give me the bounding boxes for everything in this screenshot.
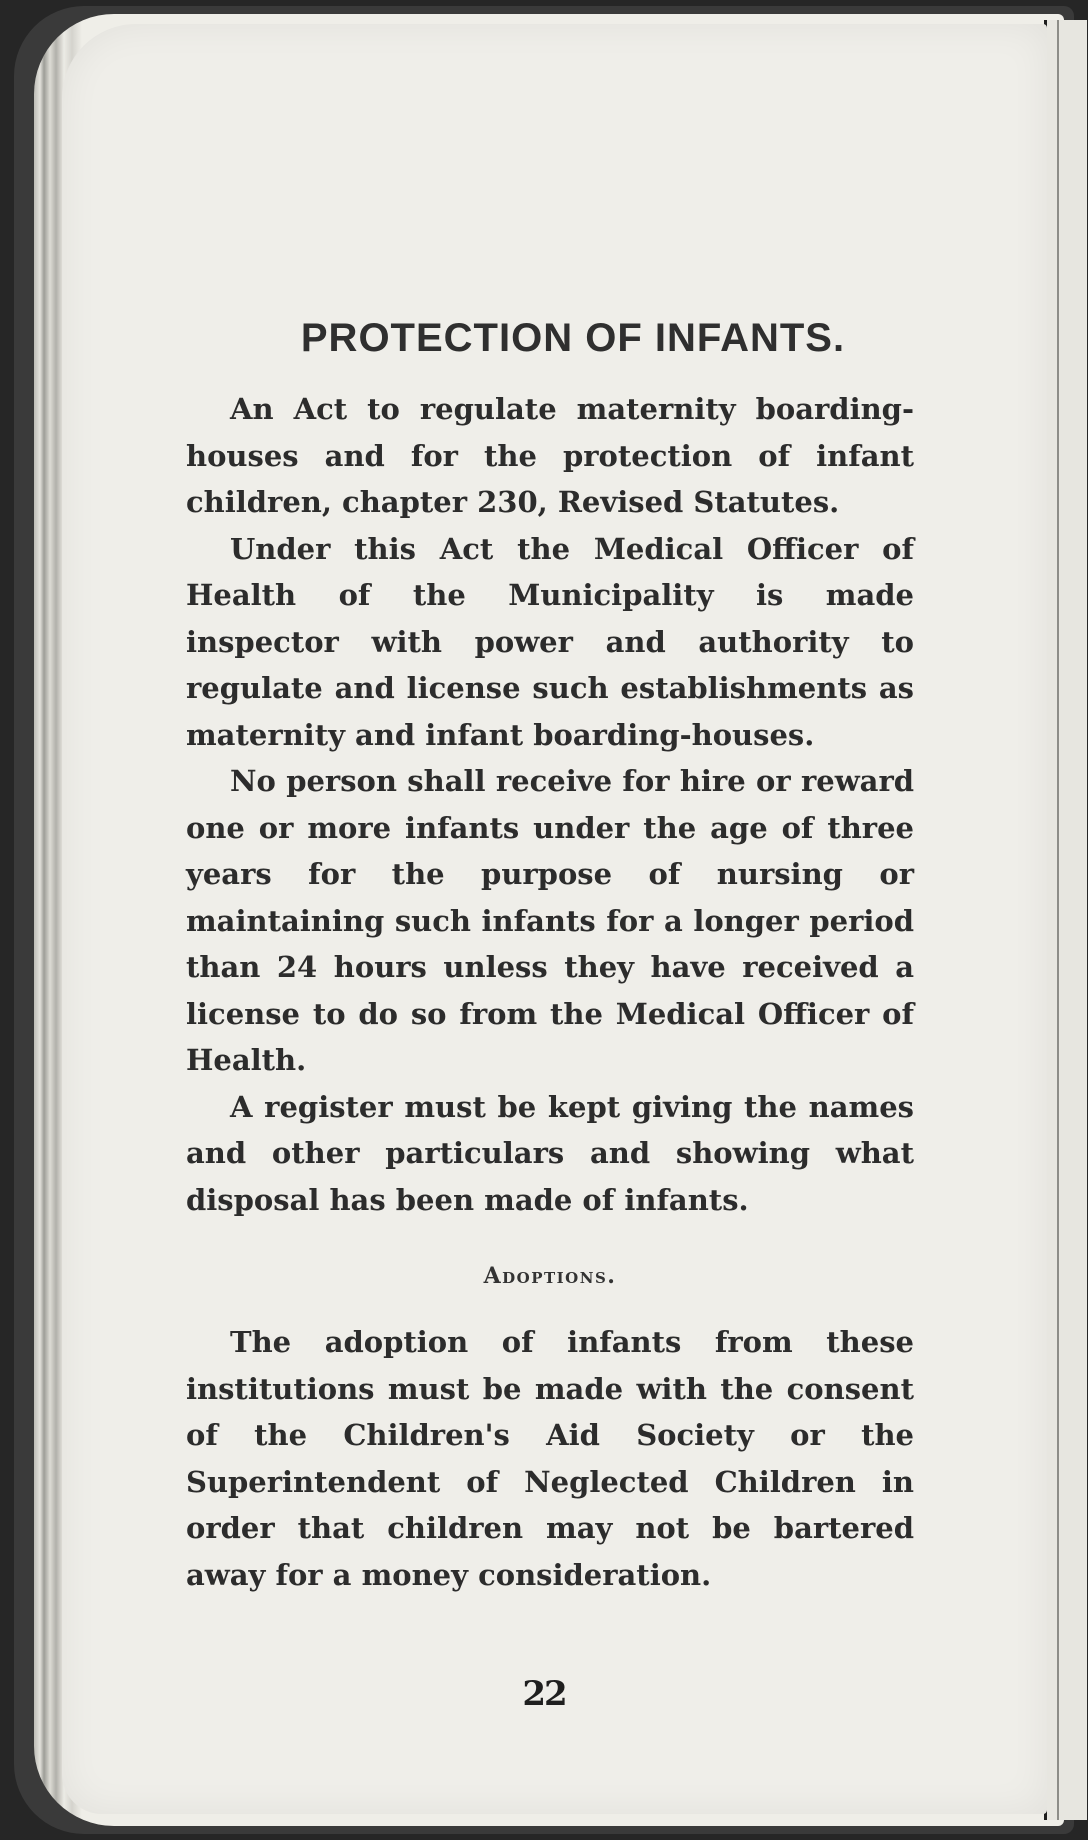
paragraph-register: A register must be kept giving the names and other particulars and showing what disposal has been made of infants. bbox=[186, 1089, 914, 1217]
section-heading-adoptions: Adoptions. bbox=[483, 1263, 617, 1289]
adjacent-page-edge bbox=[1044, 20, 1087, 1820]
page-content bbox=[186, 310, 914, 1598]
paragraph-inspector: Under this Act the Medical Officer of Health of the Municipality is made inspector with power and authority to regulate and license such establishments as maternity and infant boarding-houses. bbox=[186, 531, 914, 752]
paragraph-license: No person shall receive for hire or reward one or more infants under the age of three years for the purpose of nursing or maintaining such infants for a longer period than 24 hours unless they have received a license to do so from the Medical Officer of Health. bbox=[186, 764, 914, 1077]
page-title: PROTECTION OF INFANTS. bbox=[300, 316, 846, 360]
paragraph-adoptions: The adoption of infants from these institutions must be made with the consent of the Children's Aid Society or the Superintendent of Neglected Children in order that children may not be bartered away for a money consideration. bbox=[186, 1325, 914, 1592]
paragraph-act: An Act to regulate maternity boarding-houses and for the protection of infant children, chapter 230, Revised Statutes. bbox=[186, 392, 914, 519]
page-number: 22 bbox=[522, 1674, 566, 1714]
